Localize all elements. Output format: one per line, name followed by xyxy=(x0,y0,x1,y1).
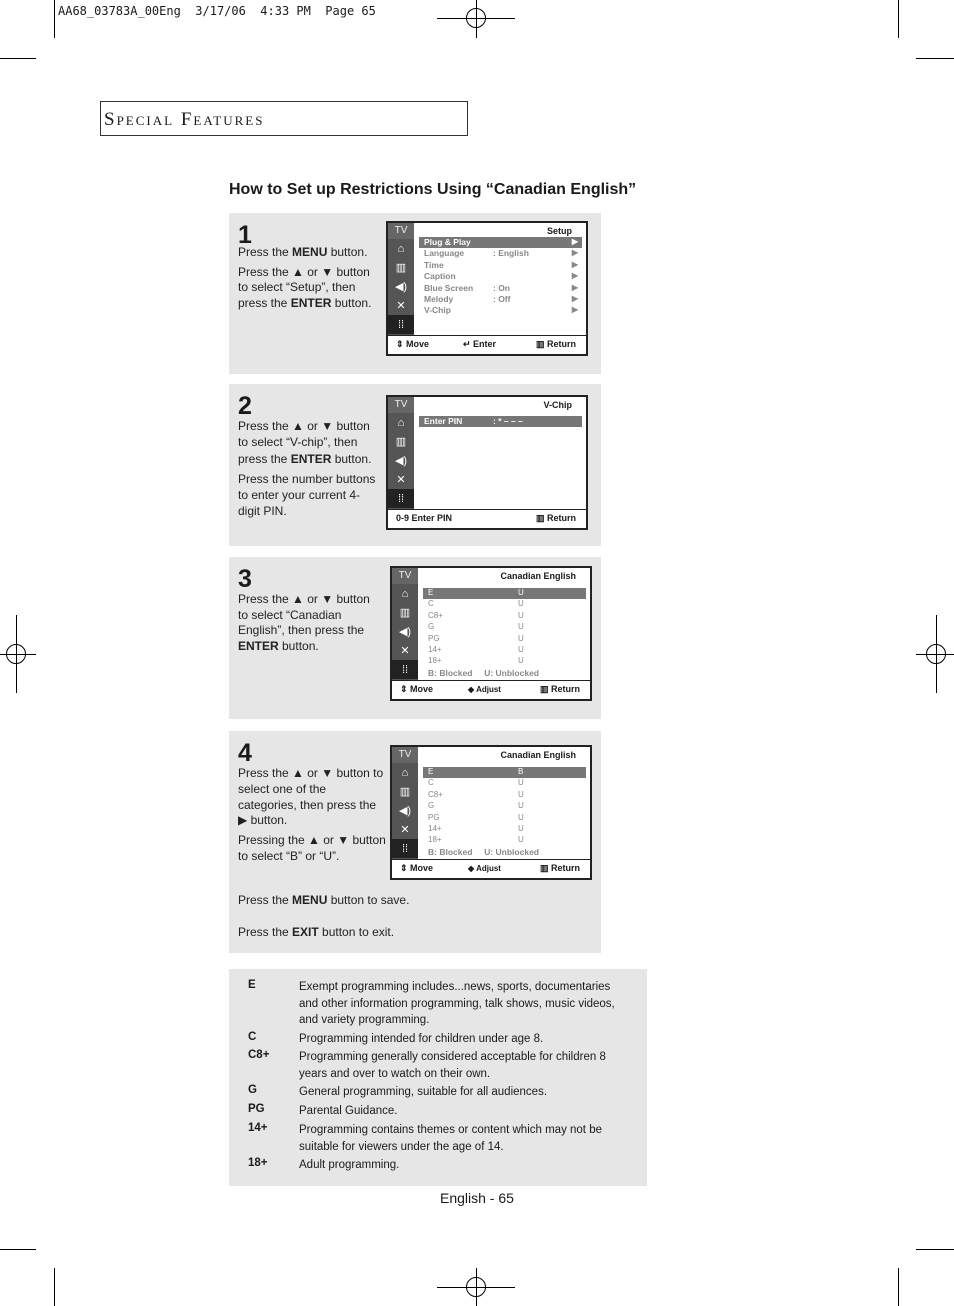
plug-icon: ⌂ xyxy=(401,766,409,779)
row-value: U xyxy=(518,824,524,833)
row-label: E xyxy=(428,767,434,776)
osd-row xyxy=(419,271,582,282)
return-hint: ▥ Return xyxy=(539,863,580,873)
return-hint: ▥ Return xyxy=(535,339,576,349)
rating-description: Programming contains themes or content which may not be suitable for viewers under the age of 14. xyxy=(299,1124,602,1153)
submenu-arrow-icon: ▶ xyxy=(571,237,578,246)
submenu-arrow-icon: ▶ xyxy=(571,305,578,315)
row-label: Language xyxy=(424,248,465,259)
row-label: PG xyxy=(428,633,440,643)
channel-icon: ✕ xyxy=(396,300,406,312)
osd-canadian-english xyxy=(390,566,592,701)
button-name: ENTER xyxy=(238,638,279,653)
osd-row xyxy=(423,599,586,610)
step-number: 4 xyxy=(238,739,252,767)
row-value: : Off xyxy=(493,294,511,304)
channel-icon: ✕ xyxy=(396,474,406,486)
row-value: U xyxy=(518,599,524,609)
rating-legend xyxy=(229,969,647,1186)
move-hint: ⇕ Move xyxy=(400,684,434,694)
step-1-panel xyxy=(229,213,601,374)
row-label: E xyxy=(428,588,434,597)
osd-row xyxy=(423,767,586,778)
picture-icon: ▥ xyxy=(399,786,411,798)
instruction-paragraph: Press the EXIT button to exit. xyxy=(238,925,395,939)
osd-sidebar xyxy=(388,223,414,336)
submenu-arrow-icon: ▶ xyxy=(571,294,578,303)
submenu-arrow-icon: ▶ xyxy=(571,248,578,258)
osd-footer xyxy=(392,859,590,878)
rating-description: Programming intended for children under age 8. xyxy=(299,1033,544,1045)
row-value: U xyxy=(518,812,524,822)
rating-code: PG xyxy=(248,1103,265,1115)
row-label: G xyxy=(428,622,435,632)
picture-icon: ▥ xyxy=(399,607,411,619)
submenu-arrow-icon: ▶ xyxy=(571,271,578,281)
row-value: U xyxy=(518,801,524,811)
button-name: ENTER xyxy=(290,295,332,310)
section-title: Special Features xyxy=(104,109,265,130)
osd-row xyxy=(423,645,586,656)
page-heading: How to Set up Restrictions Using “Canadian English” xyxy=(229,181,637,198)
osd-title: V-Chip xyxy=(543,400,572,410)
row-label: Plug & Play xyxy=(424,237,471,247)
osd-footer xyxy=(388,509,586,528)
crop-mark xyxy=(916,1249,954,1250)
row-label: C xyxy=(428,778,434,788)
osd-row xyxy=(423,622,586,633)
osd-row xyxy=(423,611,586,622)
legend-note: B: Blocked U: Unblocked xyxy=(428,846,539,857)
sound-icon: ◀) xyxy=(394,455,408,467)
row-label: G xyxy=(428,801,435,811)
osd-footer xyxy=(388,335,586,354)
rating-code: E xyxy=(248,979,256,991)
page-number: English - 65 xyxy=(440,1190,514,1206)
step-3-panel xyxy=(229,557,601,719)
instruction-paragraph: Press the ▲ or ▼ button to select “Setup”, then press the ENTER button. xyxy=(238,264,372,310)
row-value: U xyxy=(518,656,524,666)
rating-code: C xyxy=(248,1031,257,1043)
registration-mark xyxy=(466,1277,486,1297)
button-name: EXIT xyxy=(292,925,319,939)
setup-icon: ⁞⁞ xyxy=(392,839,418,858)
submenu-arrow-icon: ▶ xyxy=(571,282,578,292)
registration-mark xyxy=(926,644,946,664)
tv-label: TV xyxy=(388,397,414,413)
sound-icon: ◀) xyxy=(398,626,412,638)
row-value: U xyxy=(518,789,524,799)
row-label: V-Chip xyxy=(424,305,451,316)
step-extra-instructions xyxy=(238,892,578,956)
osd-row xyxy=(423,634,586,645)
osd-sidebar xyxy=(388,397,414,510)
step-number: 2 xyxy=(238,392,252,420)
registration-mark xyxy=(6,644,26,664)
plug-icon: ⌂ xyxy=(397,416,405,429)
crop-mark xyxy=(0,1249,36,1250)
row-value: U xyxy=(518,622,524,632)
row-value: U xyxy=(518,835,524,845)
setup-icon: ⁞⁞ xyxy=(392,660,418,679)
row-label: PG xyxy=(428,812,440,822)
setup-icon: ⁞⁞ xyxy=(388,315,414,334)
row-label: 14+ xyxy=(428,645,442,654)
instruction-paragraph: Press the ▲ or ▼ button to select one of the categories, then press the ▶ button. xyxy=(238,766,384,828)
move-hint: ⇕ Move xyxy=(396,339,430,349)
osd-sidebar xyxy=(392,568,418,681)
row-label: Blue Screen xyxy=(424,282,474,293)
osd-row xyxy=(423,813,586,824)
plug-icon: ⌂ xyxy=(401,587,409,600)
step-2-panel xyxy=(229,384,601,546)
return-hint: ▥ Return xyxy=(535,513,576,523)
osd-row xyxy=(423,824,586,835)
osd-row xyxy=(423,656,586,667)
row-value: U xyxy=(518,588,524,597)
button-name: ENTER xyxy=(290,451,332,466)
step-instructions xyxy=(238,245,378,315)
rating-description: Exempt programming includes...news, sports, documentaries and other information programming, talk shows, music videos, and variety programming. xyxy=(299,981,615,1026)
osd-row xyxy=(423,790,586,801)
row-value: U xyxy=(518,633,524,643)
row-label: Melody xyxy=(424,294,454,304)
instruction-paragraph: Press the ▲ or ▼ button to select “Canadian English”, then press the ENTER button. xyxy=(238,592,370,653)
instruction-paragraph: Press the number buttons to enter your current 4-digit PIN. xyxy=(238,471,376,519)
osd-row xyxy=(423,778,586,789)
row-value: U xyxy=(518,610,524,620)
rating-code: G xyxy=(248,1084,257,1096)
rating-description: General programming, suitable for all audiences. xyxy=(299,1086,548,1098)
osd-row xyxy=(419,294,582,305)
row-label: C8+ xyxy=(428,610,443,620)
row-value: : English xyxy=(493,248,529,259)
rating-description: Programming generally considered acceptable for children 8 years and over to watch on their own. xyxy=(299,1051,606,1080)
row-value: U xyxy=(518,645,524,654)
osd-row xyxy=(423,801,586,812)
crop-mark xyxy=(916,58,954,59)
step-number: 3 xyxy=(238,565,252,593)
step-instructions xyxy=(238,592,378,658)
rating-code: C8+ xyxy=(248,1049,270,1061)
button-name: MENU xyxy=(292,893,328,907)
tv-label: TV xyxy=(392,568,418,584)
osd-title: Setup xyxy=(546,226,572,236)
channel-icon: ✕ xyxy=(400,824,410,836)
move-hint: ⇕ Move xyxy=(400,863,434,873)
legend-note: B: Blocked U: Unblocked xyxy=(428,667,539,678)
row-label: 18+ xyxy=(428,835,442,845)
row-value: : * – – – xyxy=(493,416,523,426)
tv-label: TV xyxy=(392,747,418,763)
osd-row xyxy=(419,237,582,248)
step-instructions xyxy=(238,418,378,524)
sound-icon: ◀) xyxy=(398,805,412,817)
osd-setup-menu xyxy=(386,221,588,356)
row-label: C8+ xyxy=(428,789,443,799)
osd-row xyxy=(419,248,582,259)
tv-label: TV xyxy=(388,223,414,239)
enter-hint: ↵ Enter xyxy=(463,339,497,349)
osd-sidebar xyxy=(392,747,418,860)
row-label: C xyxy=(428,599,434,609)
osd-footer xyxy=(392,680,590,699)
osd-row xyxy=(419,283,582,294)
osd-row xyxy=(423,588,586,599)
picture-icon: ▥ xyxy=(395,262,407,274)
rating-description: Parental Guidance. xyxy=(299,1105,398,1117)
osd-canadian-english-blocked xyxy=(390,745,592,880)
crop-mark xyxy=(898,0,899,38)
osd-vchip-pin xyxy=(386,395,588,530)
osd-title: Canadian English xyxy=(500,571,576,581)
row-value: U xyxy=(518,778,524,788)
osd-row xyxy=(419,416,582,427)
button-name: MENU xyxy=(292,245,328,259)
rating-code: 18+ xyxy=(248,1157,268,1169)
osd-row xyxy=(423,835,586,846)
crop-mark xyxy=(54,1268,55,1306)
row-label: 14+ xyxy=(428,824,442,833)
instruction-paragraph: Press the MENU button. xyxy=(238,245,368,259)
pin-hint: 0-9 Enter PIN xyxy=(396,513,453,523)
picture-icon: ▥ xyxy=(395,436,407,448)
submenu-arrow-icon: ▶ xyxy=(571,259,578,269)
osd-title: Canadian English xyxy=(500,750,576,760)
channel-icon: ✕ xyxy=(400,645,410,657)
instruction-paragraph: Press the MENU button to save. xyxy=(238,893,410,907)
step-4-panel xyxy=(229,731,601,953)
row-label: Enter PIN xyxy=(424,416,463,426)
row-label: Caption xyxy=(424,271,456,282)
osd-row xyxy=(419,260,582,271)
row-label: 18+ xyxy=(428,656,442,666)
row-value: : On xyxy=(493,282,510,293)
step-instructions xyxy=(238,766,386,869)
sound-icon: ◀) xyxy=(394,281,408,293)
print-slug: AA68_03783A_00Eng 3/17/06 4:33 PM Page 65 xyxy=(58,4,376,18)
crop-mark xyxy=(0,58,36,59)
rating-code: 14+ xyxy=(248,1122,268,1134)
return-hint: ▥ Return xyxy=(539,684,580,694)
registration-mark xyxy=(466,8,486,28)
adjust-hint: ◆ Adjust xyxy=(468,685,501,694)
plug-icon: ⌂ xyxy=(397,242,405,255)
osd-row xyxy=(419,305,582,316)
row-label: Time xyxy=(424,259,444,270)
instruction-paragraph: Press the ▲ or ▼ button to select “V-chip”, then press the ENTER button. xyxy=(238,419,372,466)
step-number: 1 xyxy=(238,221,252,249)
crop-mark xyxy=(898,1268,899,1306)
crop-mark xyxy=(54,0,55,38)
rating-description: Adult programming. xyxy=(299,1159,400,1171)
adjust-hint: ◆ Adjust xyxy=(468,864,501,873)
instruction-paragraph: Pressing the ▲ or ▼ button to select “B” or “U”. xyxy=(238,833,386,863)
row-value: B xyxy=(518,767,524,776)
setup-icon: ⁞⁞ xyxy=(388,489,414,508)
